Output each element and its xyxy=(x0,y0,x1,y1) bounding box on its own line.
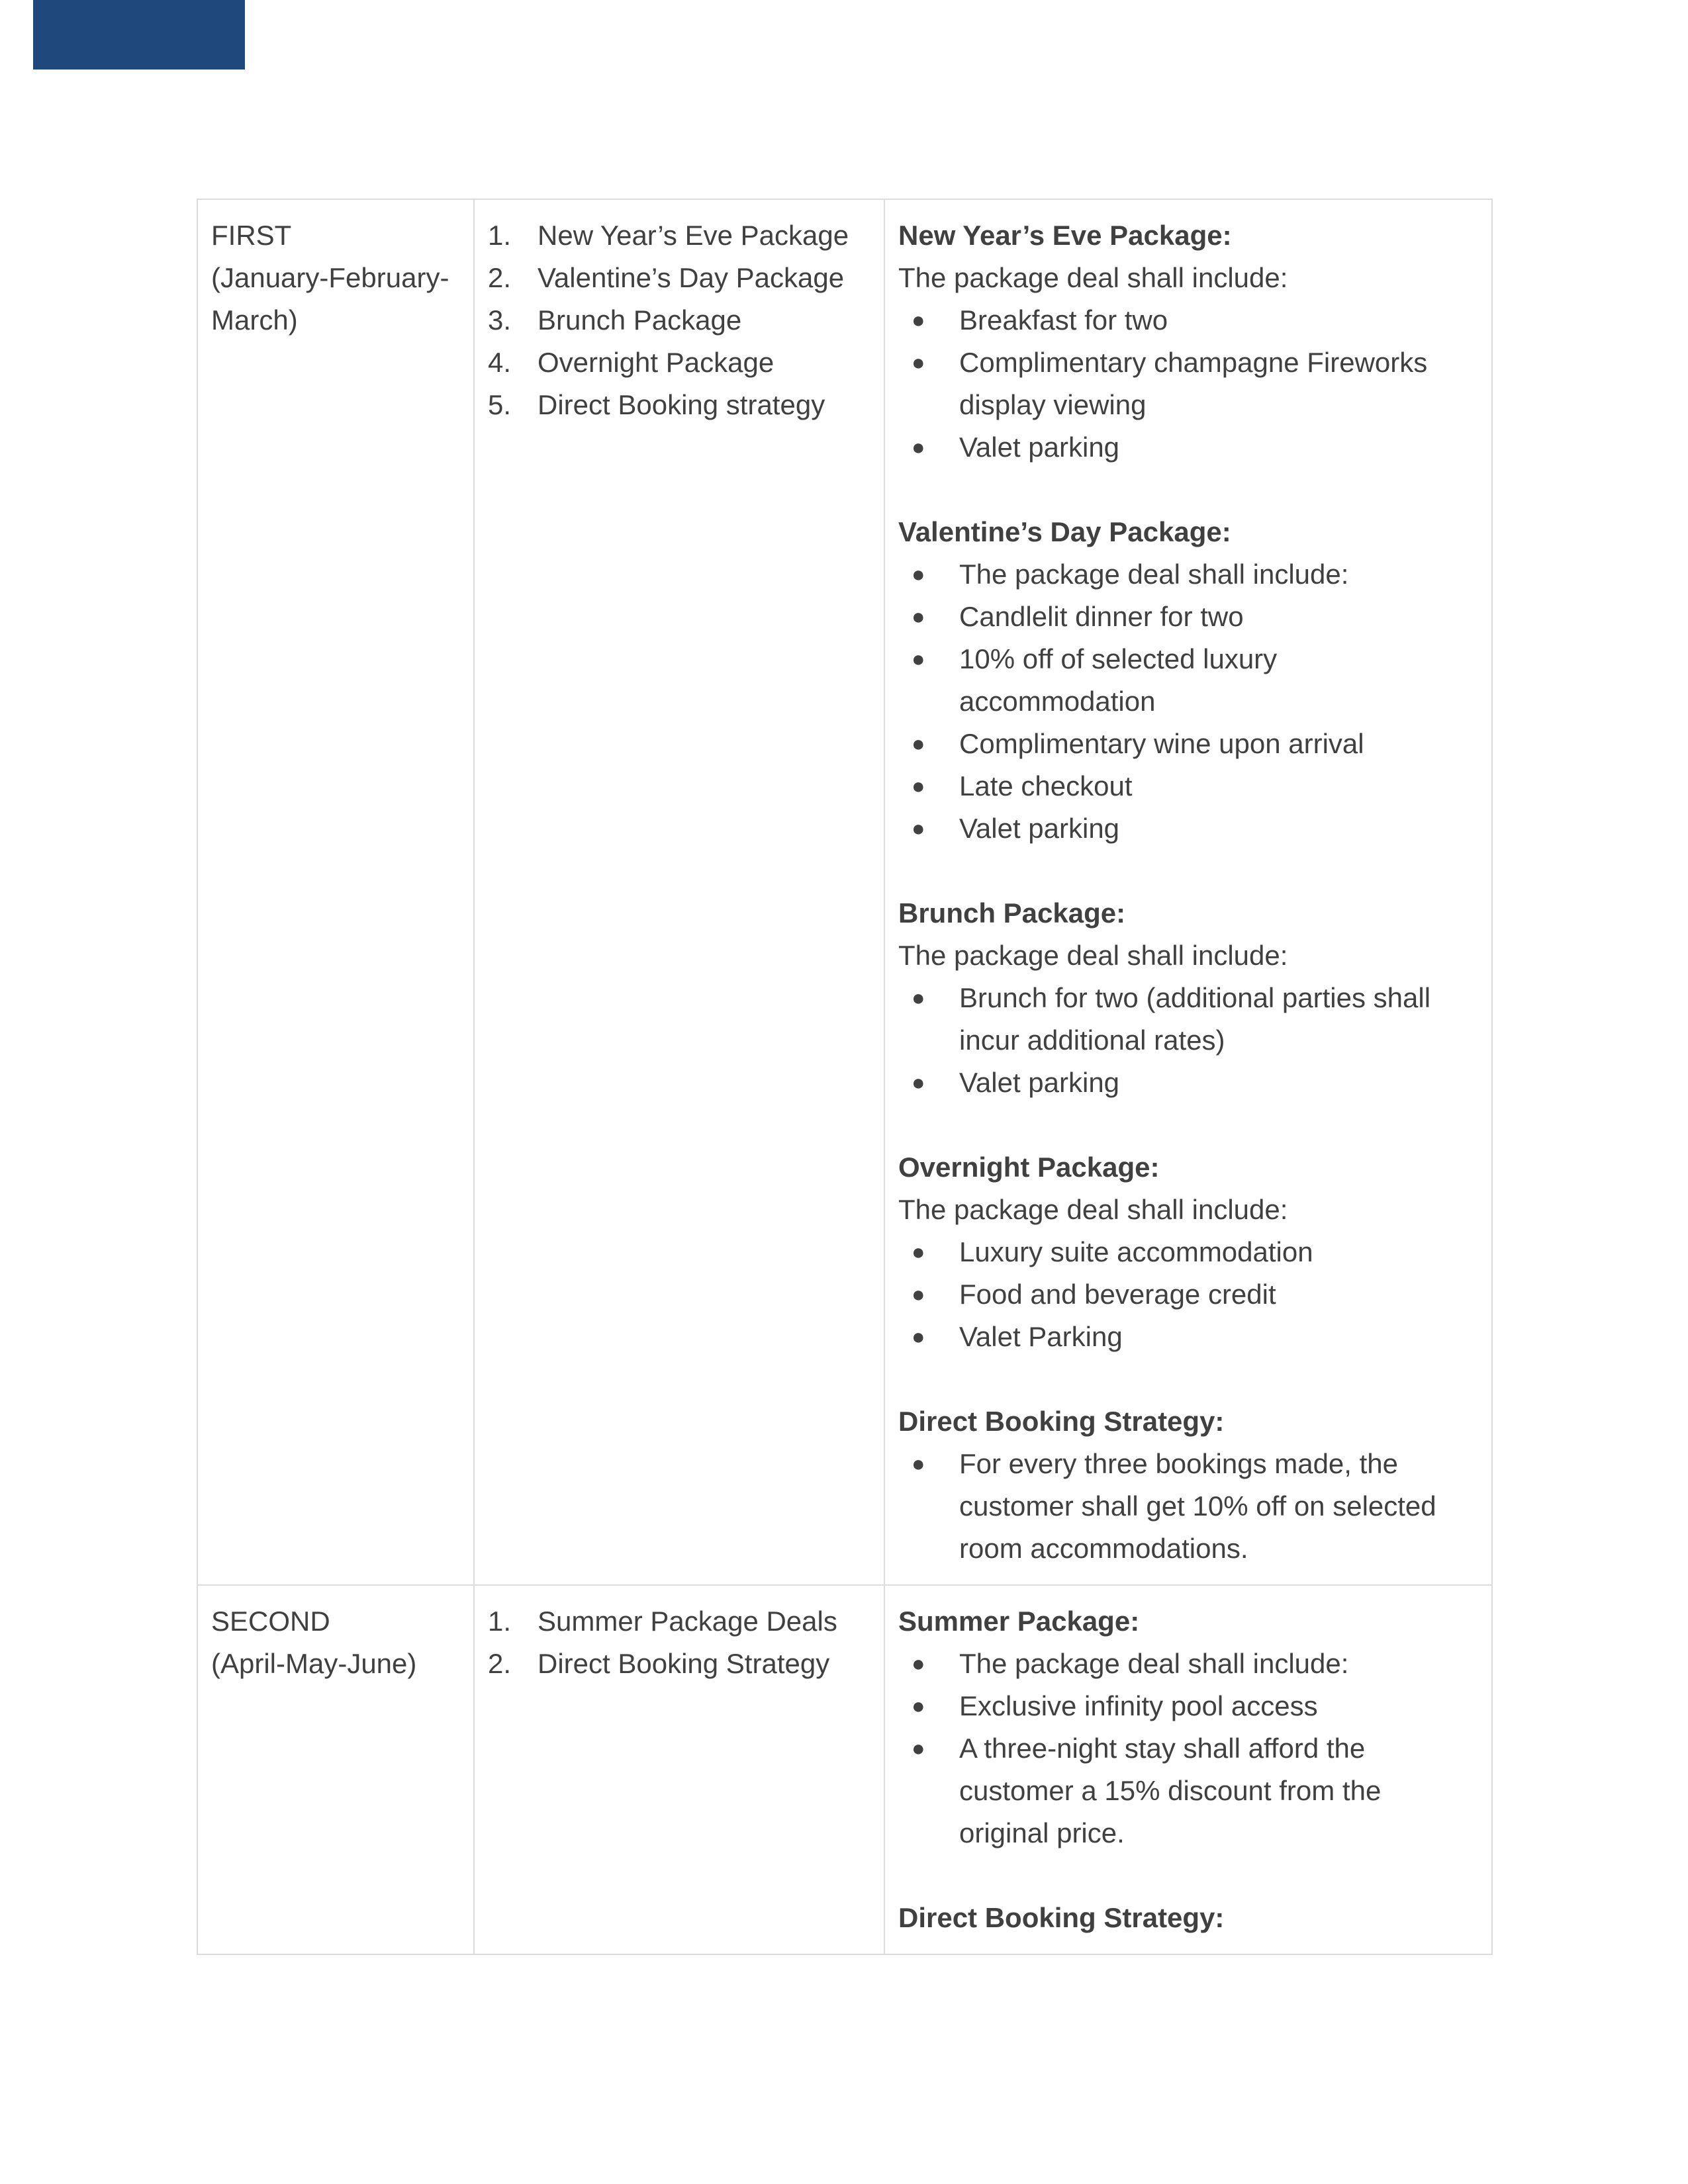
package-intro: The package deal shall include: xyxy=(898,1194,1288,1225)
package-heading: New Year’s Eve Package: xyxy=(898,220,1232,251)
package-bullets xyxy=(898,299,1478,469)
list-number: 4. xyxy=(488,347,512,378)
list-number: 1. xyxy=(488,220,512,251)
bullet-dot-icon: ● xyxy=(912,604,925,629)
list-number: 1. xyxy=(488,1606,512,1637)
table-row xyxy=(197,199,1492,1585)
bullet-text: Valet parking xyxy=(959,813,1120,844)
package-intro: The package deal shall include: xyxy=(898,940,1288,971)
bullet-item xyxy=(898,807,1478,850)
package-bullets xyxy=(898,977,1478,1104)
bullet-item xyxy=(898,977,1478,1062)
package-details-cell xyxy=(884,199,1492,1585)
package-bullets xyxy=(898,553,1478,850)
list-label: Brunch Package xyxy=(538,304,742,336)
package-intro: The package deal shall include: xyxy=(898,262,1288,293)
list-label: Direct Booking Strategy xyxy=(538,1648,830,1679)
bullet-item xyxy=(898,1443,1478,1570)
bullet-dot-icon: ● xyxy=(912,1324,925,1349)
package-bullets xyxy=(898,1443,1478,1570)
bullet-item xyxy=(898,723,1478,765)
package-heading: Overnight Package: xyxy=(898,1152,1160,1183)
quarter-months: (January-February-March) xyxy=(211,262,449,336)
bullet-dot-icon: ● xyxy=(912,647,925,672)
bullet-text: Complimentary wine upon arrival xyxy=(959,728,1364,759)
list-item xyxy=(488,384,870,426)
bullet-dot-icon: ● xyxy=(912,1736,925,1761)
bullet-item xyxy=(898,1685,1478,1727)
bullet-item xyxy=(898,1062,1478,1104)
package-list xyxy=(488,1600,870,1685)
list-label: Overnight Package xyxy=(538,347,774,378)
bullet-item xyxy=(898,341,1478,426)
list-number: 3. xyxy=(488,304,512,336)
package-list-cell xyxy=(474,199,884,1585)
quarter-months: (April-May-June) xyxy=(211,1648,417,1679)
table-row xyxy=(197,1585,1492,1954)
quarter-name: SECOND xyxy=(211,1606,330,1637)
bullet-text: Complimentary champagne Fireworks display viewing xyxy=(959,347,1428,420)
package-block xyxy=(898,892,1478,1104)
package-heading: Direct Booking Strategy: xyxy=(898,1406,1225,1437)
bullet-text: The package deal shall include: xyxy=(959,1648,1349,1679)
bullet-text: Food and beverage credit xyxy=(959,1279,1276,1310)
list-number: 5. xyxy=(488,389,512,420)
quarter-name: FIRST xyxy=(211,220,292,251)
bullet-dot-icon: ● xyxy=(912,1694,925,1719)
bullet-text: Valet parking xyxy=(959,432,1120,463)
bullet-text: The package deal shall include: xyxy=(959,559,1349,590)
quarterly-packages-table xyxy=(197,199,1493,1955)
list-label: Valentine’s Day Package xyxy=(538,262,845,293)
list-label: Summer Package Deals xyxy=(538,1606,837,1637)
bullet-text: Breakfast for two xyxy=(959,304,1168,336)
bullet-item xyxy=(898,1273,1478,1316)
list-item xyxy=(488,299,870,341)
bullet-dot-icon: ● xyxy=(912,308,925,333)
bullet-text: A three-night stay shall afford the customer a 15% discount from the original price. xyxy=(959,1733,1382,1848)
list-item xyxy=(488,1600,870,1643)
bullet-item xyxy=(898,1643,1478,1685)
bullet-text: 10% off of selected luxury accommodation xyxy=(959,643,1278,717)
bullet-dot-icon: ● xyxy=(912,435,925,460)
bullet-text: Valet parking xyxy=(959,1067,1120,1098)
package-block xyxy=(898,1400,1478,1570)
bullet-dot-icon: ● xyxy=(912,562,925,587)
list-item xyxy=(488,214,870,257)
bullet-dot-icon: ● xyxy=(912,985,925,1011)
header-color-bar xyxy=(33,0,245,69)
quarter-cell xyxy=(197,199,474,1585)
list-item xyxy=(488,341,870,384)
list-number: 2. xyxy=(488,262,512,293)
bullet-text: For every three bookings made, the customer shall get 10% off on selected room accommodations. xyxy=(959,1448,1436,1564)
bullet-dot-icon: ● xyxy=(912,1451,925,1477)
bullet-dot-icon: ● xyxy=(912,1240,925,1265)
list-item xyxy=(488,1643,870,1685)
package-block xyxy=(898,1600,1478,1854)
list-number: 2. xyxy=(488,1648,512,1679)
bullet-dot-icon: ● xyxy=(912,774,925,799)
package-heading: Direct Booking Strategy: xyxy=(898,1902,1225,1933)
bullet-item xyxy=(898,765,1478,807)
package-heading: Brunch Package: xyxy=(898,897,1126,929)
package-block xyxy=(898,1146,1478,1358)
quarter-cell xyxy=(197,1585,474,1954)
bullet-item xyxy=(898,299,1478,341)
package-block xyxy=(898,1897,1478,1939)
package-bullets xyxy=(898,1643,1478,1854)
bullet-dot-icon: ● xyxy=(912,731,925,756)
bullet-text: Candlelit dinner for two xyxy=(959,601,1244,632)
package-block xyxy=(898,511,1478,850)
bullet-item xyxy=(898,596,1478,638)
bullet-text: Luxury suite accommodation xyxy=(959,1236,1313,1267)
bullet-text: Exclusive infinity pool access xyxy=(959,1690,1318,1721)
bullet-dot-icon: ● xyxy=(912,1651,925,1676)
bullet-text: Late checkout xyxy=(959,770,1133,801)
list-item xyxy=(488,257,870,299)
bullet-item xyxy=(898,1316,1478,1358)
package-bullets xyxy=(898,1231,1478,1358)
package-list-cell xyxy=(474,1585,884,1954)
bullet-item xyxy=(898,553,1478,596)
bullet-dot-icon: ● xyxy=(912,1070,925,1095)
package-list xyxy=(488,214,870,426)
bullet-dot-icon: ● xyxy=(912,1282,925,1307)
bullet-item xyxy=(898,1727,1478,1854)
list-label: New Year’s Eve Package xyxy=(538,220,849,251)
package-heading: Summer Package: xyxy=(898,1606,1140,1637)
bullet-item xyxy=(898,426,1478,469)
package-heading: Valentine’s Day Package: xyxy=(898,516,1231,547)
package-details-cell xyxy=(884,1585,1492,1954)
bullet-item xyxy=(898,638,1478,723)
bullet-dot-icon: ● xyxy=(912,350,925,375)
package-block xyxy=(898,214,1478,469)
bullet-text: Valet Parking xyxy=(959,1321,1123,1352)
list-label: Direct Booking strategy xyxy=(538,389,825,420)
bullet-item xyxy=(898,1231,1478,1273)
bullet-dot-icon: ● xyxy=(912,816,925,841)
bullet-text: Brunch for two (additional parties shall incur additional rates) xyxy=(959,982,1431,1056)
